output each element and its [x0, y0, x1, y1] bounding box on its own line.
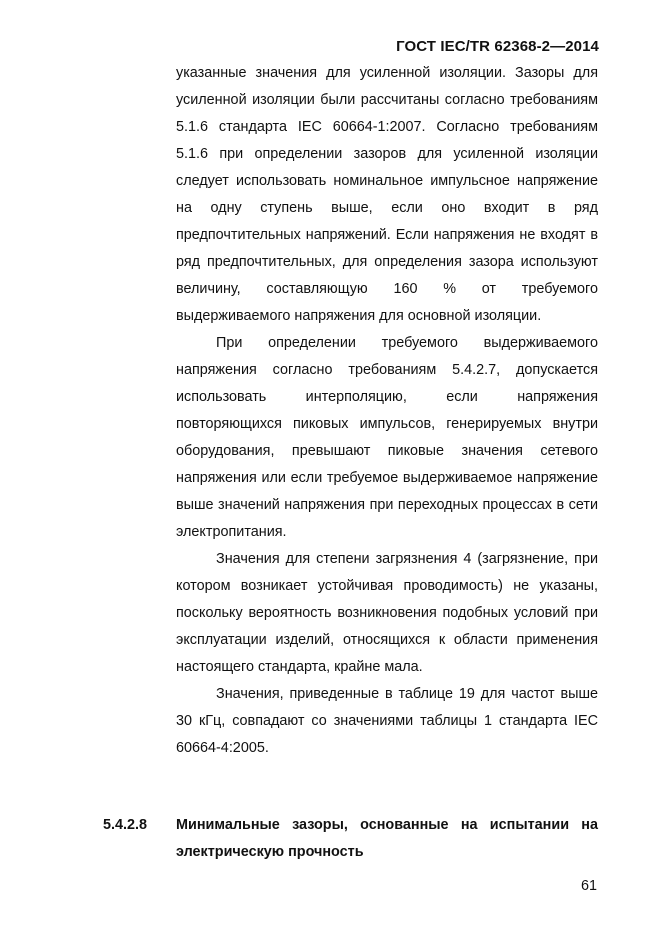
section-number: 5.4.2.8	[103, 817, 148, 833]
paragraph: При определении требуемого выдерживаемого напряжения согласно требованиям 5.4.2.7, допускается использовать интерполяцию, если напряжения повторяющихся пиковых импульсов, генерируемых внутри оборудования, превышают пиковые значения сетевого напряжения или если требуемое выдерживаемое напряжение выше значений напряжения при переходных процессах в сети электропитания.	[176, 335, 598, 540]
paragraph: Значения, приведенные в таблице 19 для частот выше 30 кГц, совпадают со значениями таблицы 1 стандарта IEC 60664-4:2005.	[176, 686, 598, 756]
section-title: Минимальные зазоры, основанные на испытании на электрическую прочность	[176, 817, 598, 860]
paragraph: указанные значения для усиленной изоляции. Зазоры для усиленной изоляции были рассчитаны согласно требованиям 5.1.6 стандарта IEC 60664-1:2007. Согласно требованиям 5.1.6 при определении зазоров для усиленной изоляции следует использовать номинальное импульсное напряжение на одну ступень выше, если оно входит в ряд предпочтительных напряжений. Если напряжения не входят в ряд предпочтительных, для определения зазора используют величину, составляющую 160 % от требуемого выдерживаемого напряжения для основной изоляции.	[176, 65, 598, 324]
standard-header: ГОСТ IEC/TR 62368-2—2014	[396, 38, 599, 55]
paragraph: Значения для степени загрязнения 4 (загрязнение, при котором возникает устойчивая проводимость) не указаны, поскольку вероятность возникновения подобных условий при эксплуатации изделий, относящихся к области применения настоящего стандарта, крайне мала.	[176, 551, 598, 675]
page-number: 61	[580, 878, 597, 894]
body-text	[176, 60, 598, 762]
